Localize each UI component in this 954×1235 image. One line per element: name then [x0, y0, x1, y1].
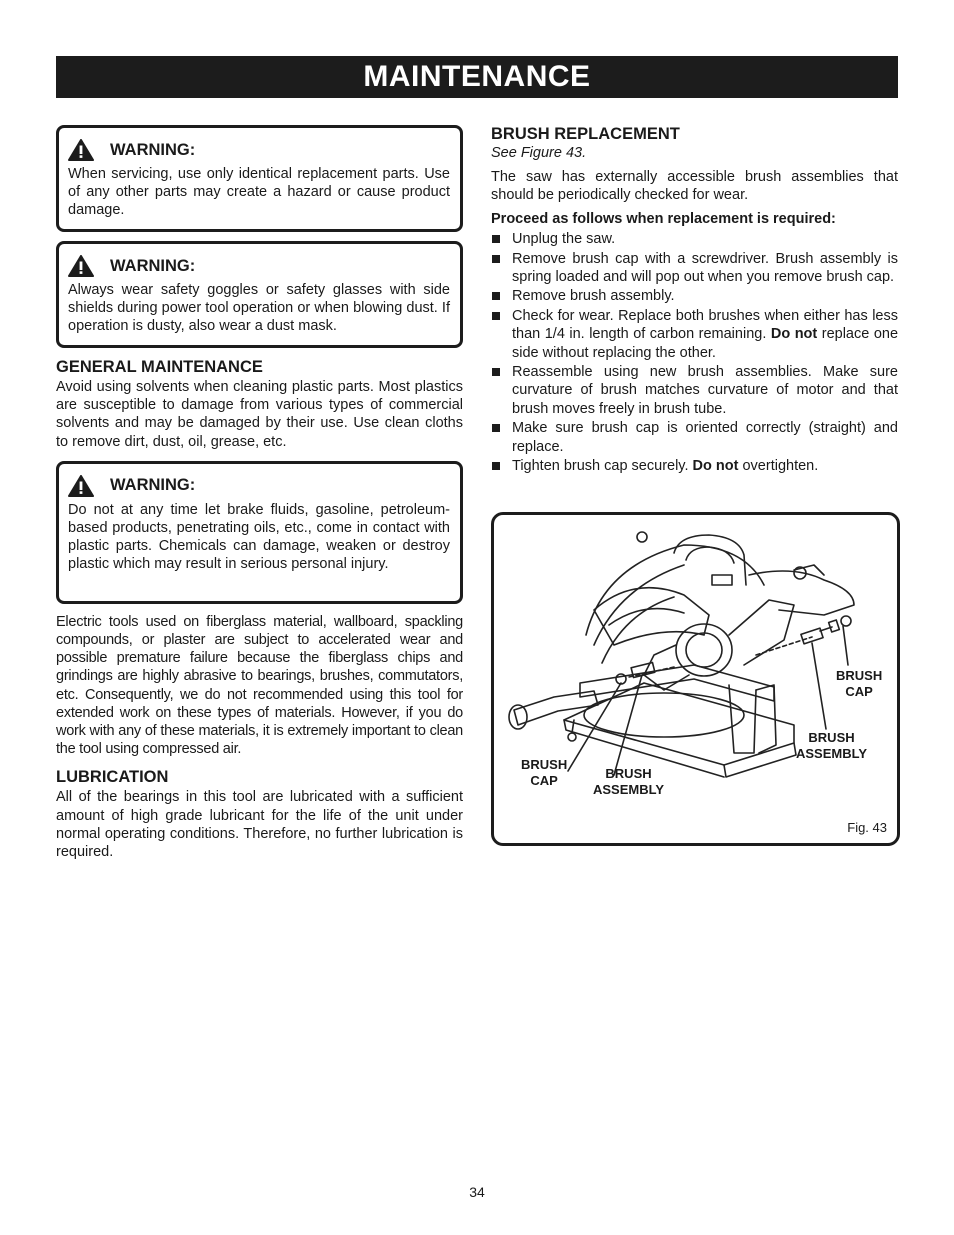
general-maintenance-text: Avoid using solvents when cleaning plastic parts. Most plastics are susceptible to damage from various types of commercial solvents and may be damaged by their use. Use clean cloths to remove dirt, dust, oil, grease, etc.	[56, 379, 463, 450]
warning-title: WARNING:	[110, 476, 196, 495]
bullet-square-icon	[492, 312, 500, 320]
warning-triangle-icon	[68, 475, 94, 497]
warning-box-safety-goggles	[56, 241, 463, 348]
bullet-square-icon	[492, 235, 500, 243]
warning-title: WARNING:	[110, 256, 196, 275]
bullet-square-icon	[492, 368, 500, 376]
warning-text: When servicing, use only identical replacement parts. Use of any other parts may create a hazard or cause product damage.	[68, 166, 450, 219]
figure-43	[491, 512, 900, 846]
left-column	[56, 125, 463, 861]
see-figure-ref: See Figure 43.	[491, 145, 587, 161]
brush-replacement-heading: BRUSH REPLACEMENT	[491, 125, 680, 143]
figure-number: Fig. 43	[847, 820, 887, 835]
list-item: Check for wear. Replace both brushes when either has less than 1/4 in. length of carbon remaining. Do not replace one side without replacing the other.	[491, 307, 898, 362]
bullet-square-icon	[492, 424, 500, 432]
list-item: Remove brush assembly.	[491, 287, 898, 305]
label-brush-cap-left: BRUSH CAP	[521, 757, 568, 788]
list-item: Make sure brush cap is oriented correctly (straight) and replace.	[491, 419, 898, 455]
lubrication-heading: LUBRICATION	[56, 768, 169, 787]
proceed-heading: Proceed as follows when replacement is required:	[491, 210, 836, 227]
bullet-square-icon	[492, 255, 500, 263]
warning-box-chemicals	[56, 461, 463, 604]
bullet-square-icon	[492, 292, 500, 300]
bullet-square-icon	[492, 462, 500, 470]
lubrication-text: All of the bearings in this tool are lubricated with a sufficient amount of high grade lubricant for the life of the unit under normal operating conditions. Therefore, no further lubrication is required.	[56, 789, 463, 861]
label-brush-assembly-left: BRUSH ASSEMBLY	[593, 766, 665, 797]
list-item: Tighten brush cap securely. Do not overtighten.	[491, 457, 898, 475]
warning-text: Do not at any time let brake fluids, gasoline, petroleum-based products, penetrating oils, etc., come in contact with plastic parts. Chemicals can damage, weaken or destroy plastic which may result in serious personal injury.	[68, 501, 450, 573]
warning-title: WARNING:	[110, 140, 196, 159]
brush-intro-text: The saw has externally accessible brush assemblies that should be periodically checked for wear.	[491, 169, 898, 204]
right-column	[491, 125, 898, 477]
page-number: 34	[469, 1184, 485, 1200]
warning-triangle-icon	[68, 139, 94, 161]
general-maintenance-heading: GENERAL MAINTENANCE	[56, 358, 263, 376]
warning-box-replacement-parts	[56, 125, 463, 232]
warning-text: Always wear safety goggles or safety glasses with side shields during power tool operation or when blowing dust. If operation is dusty, also wear a dust mask.	[68, 282, 450, 335]
list-item: Reassemble using new brush assemblies. Make sure curvature of brush matches curvature of motor and that brush moves freely in brush tube.	[491, 363, 898, 418]
warning-triangle-icon	[68, 255, 94, 277]
label-brush-assembly-right: BRUSH ASSEMBLY	[796, 730, 868, 761]
page-title: MAINTENANCE	[56, 56, 898, 98]
list-item: Remove brush cap with a screwdriver. Brush assembly is spring loaded and will pop out when you remove brush cap.	[491, 250, 898, 286]
brush-steps-list	[491, 230, 898, 476]
label-brush-cap-right: BRUSH CAP	[836, 668, 883, 699]
list-item: Unplug the saw.	[491, 230, 898, 248]
electric-tools-text: Electric tools used on fiberglass material, wallboard, spackling compounds, or plaster are subject to accelerated wear and possible premature failure because the fiberglass chips and grindings are highly abrasive to bearings, brushes, commutators, etc. Consequently, we do not recommended using this tool for extended work on these types of materials. However, if you do work with any of these materials, it is extremely important to clean the tool using compressed air.	[56, 613, 463, 758]
